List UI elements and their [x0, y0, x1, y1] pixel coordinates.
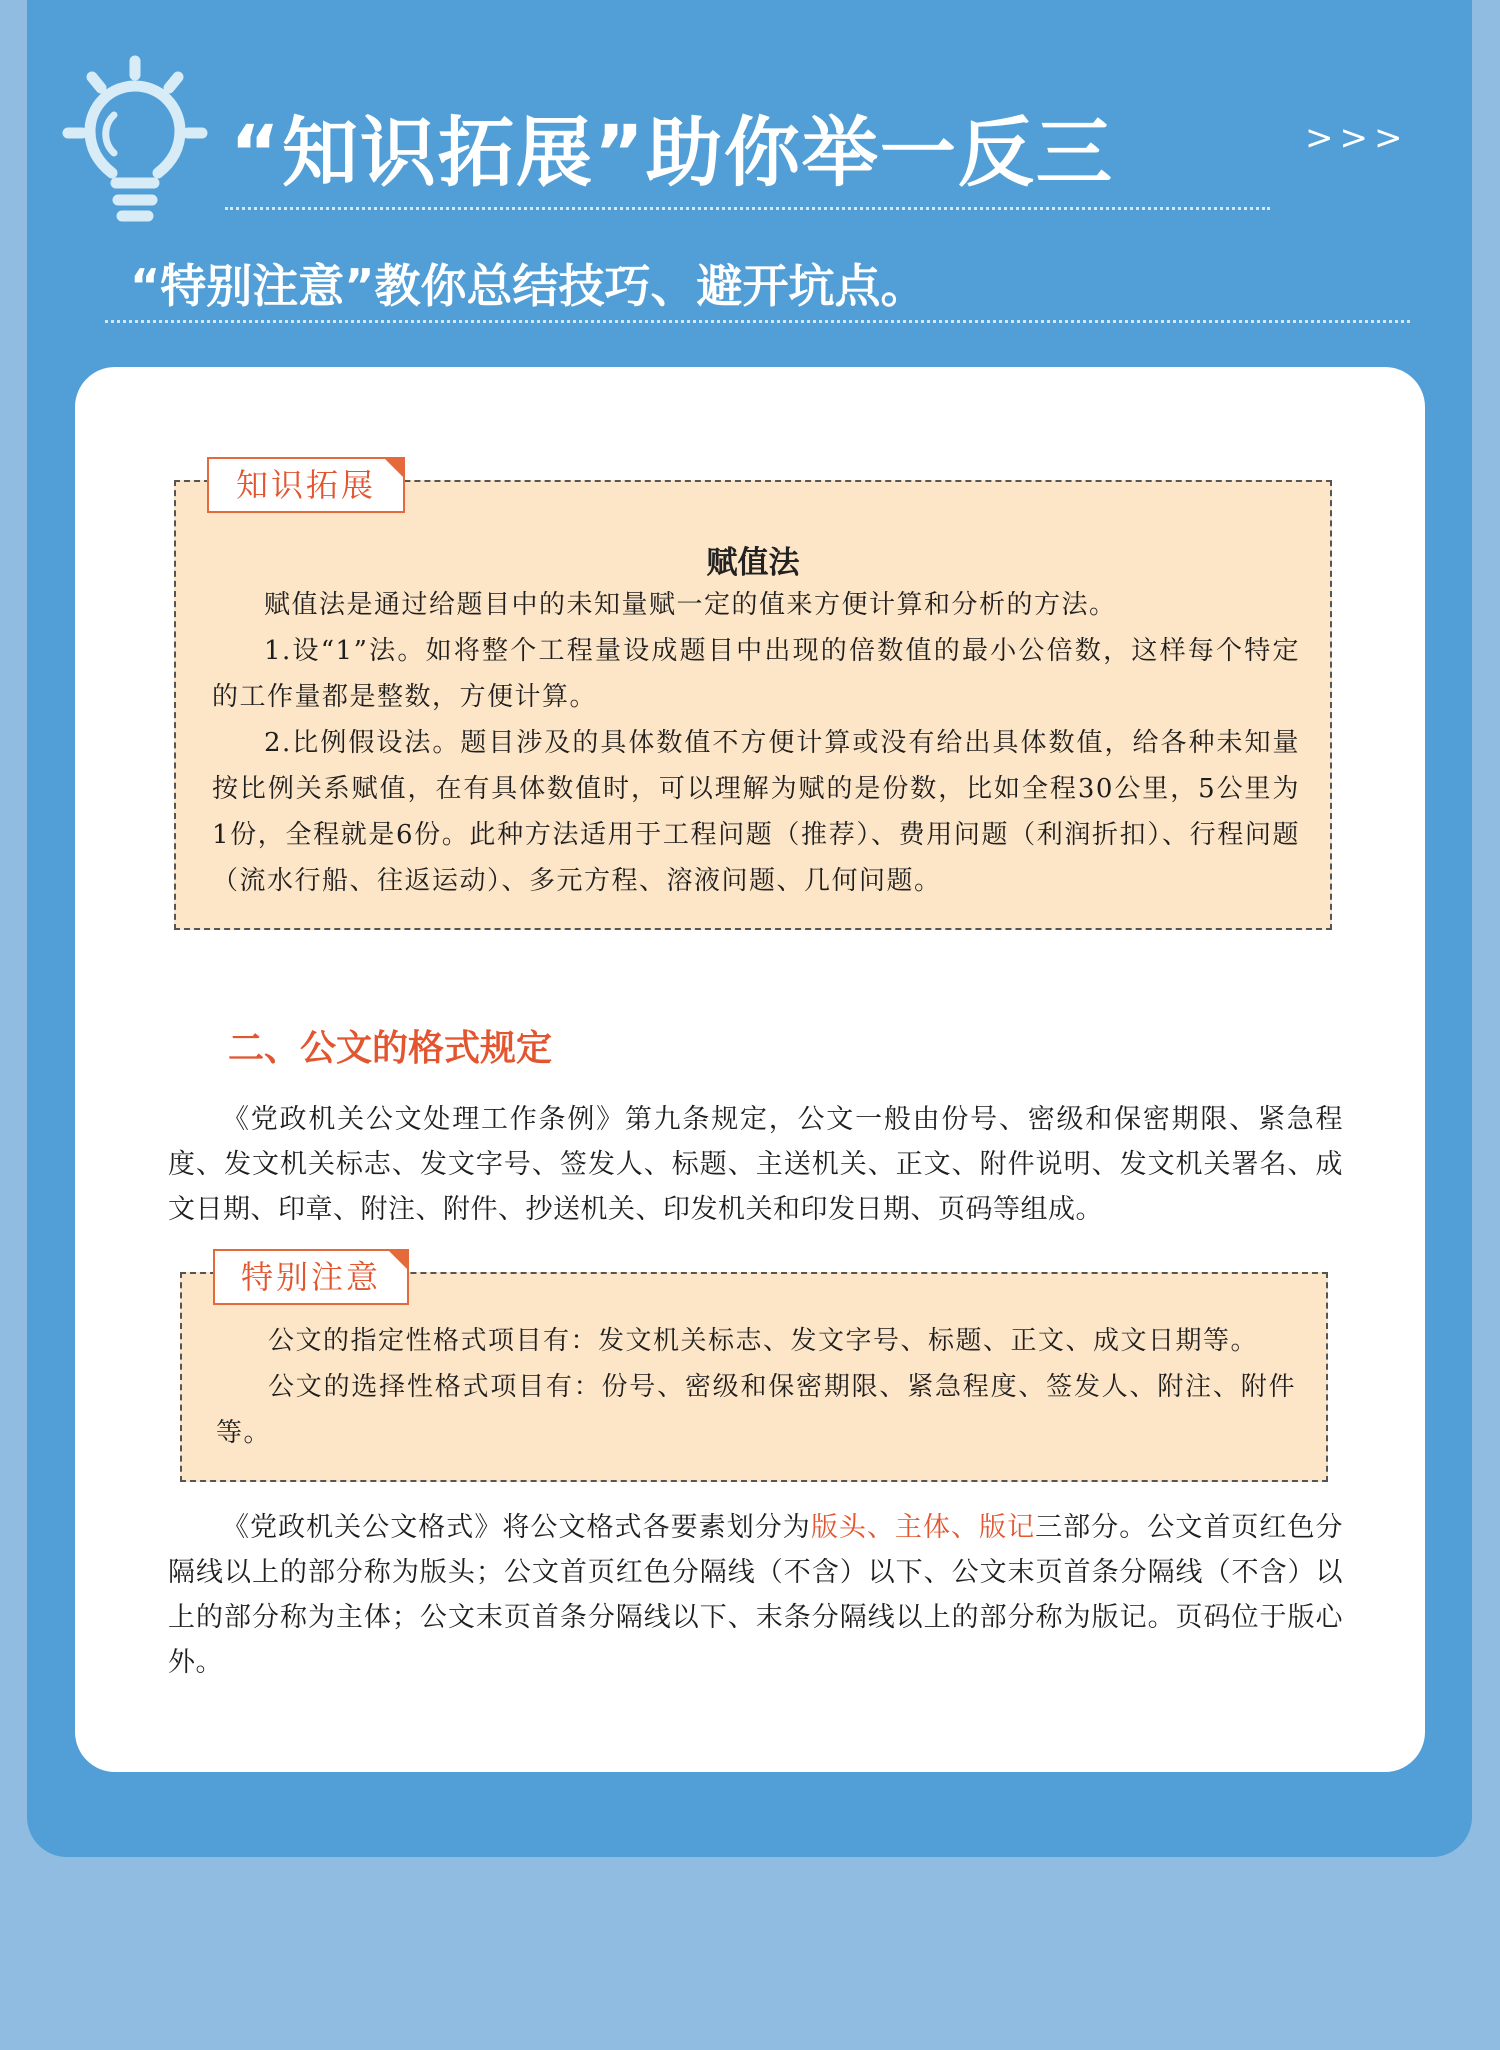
chevrons-decoration: >>>: [1305, 118, 1409, 158]
dotted-divider: [225, 207, 1270, 210]
format-highlight: 版头、主体、版记: [810, 1512, 1036, 1543]
knowledge-paragraph: 2.比例假设法。题目涉及的具体数值不方便计算或没有给出具体数值，给各种未知量按比例关系赋值，在有具体数值时，可以理解为赋的是份数，比如全程30公里，5公里为1份，全程就是6份。此种方法适用于工程问题（推荐）、费用问题（利润折扣）、行程问题（流水行船、往返运动）、多元方程、溶液问题、几何问题。: [212, 728, 1300, 896]
format-text-after: 三部分。公文首页红色分隔线以上的部分称为版头；公文首页红色分隔线（不含）以下、公文末页首条分隔线（不含）以上的部分称为主体；公文末页首条分隔线以下、末条分隔线以上的部分称为版记。页码位于版心外。: [168, 1512, 1344, 1678]
attention-box-tab: 特别注意: [213, 1249, 409, 1305]
lightbulb-icon: [60, 55, 210, 225]
page-subtitle: “特别注意”教你总结技巧、避开坑点。: [130, 259, 927, 313]
knowledge-box-tab: 知识拓展: [207, 457, 405, 513]
knowledge-box-text: [212, 582, 1300, 904]
section-heading: 二、公文的格式规定: [228, 1028, 553, 1069]
format-text-before: 《党政机关公文格式》将公文格式各要素划分为: [222, 1512, 811, 1543]
knowledge-box: [174, 480, 1332, 930]
knowledge-box-title: 赋值法: [706, 545, 800, 581]
section-paragraph: 《党政机关公文处理工作条例》第九条规定，公文一般由份号、密级和保密期限、紧急程度、发文机关标志、发文字号、签发人、标题、主送机关、正文、附件说明、发文机关署名、成文日期、印章、附注、附件、抄送机关、印发机关和印发日期、页码等组成。: [168, 1104, 1343, 1225]
format-paragraph: [168, 1505, 1343, 1685]
knowledge-paragraph: 赋值法是通过给题目中的未知量赋一定的值来方便计算和分析的方法。: [264, 590, 1117, 620]
dotted-divider: [105, 320, 1410, 323]
attention-paragraph: 公文的指定性格式项目有：发文机关标志、发文字号、标题、正文、成文日期等。: [268, 1326, 1259, 1356]
page-title: “知识拓展”助你举一反三: [230, 108, 1114, 197]
knowledge-paragraph: 1.设“1”法。如将整个工程量设成题目中出现的倍数值的最小公倍数，这样每个特定的工作量都是整数，方便计算。: [212, 636, 1300, 712]
attention-box-text: [216, 1318, 1296, 1456]
attention-paragraph: 公文的选择性格式项目有：份号、密级和保密期限、紧急程度、签发人、附注、附件等。: [216, 1372, 1296, 1448]
